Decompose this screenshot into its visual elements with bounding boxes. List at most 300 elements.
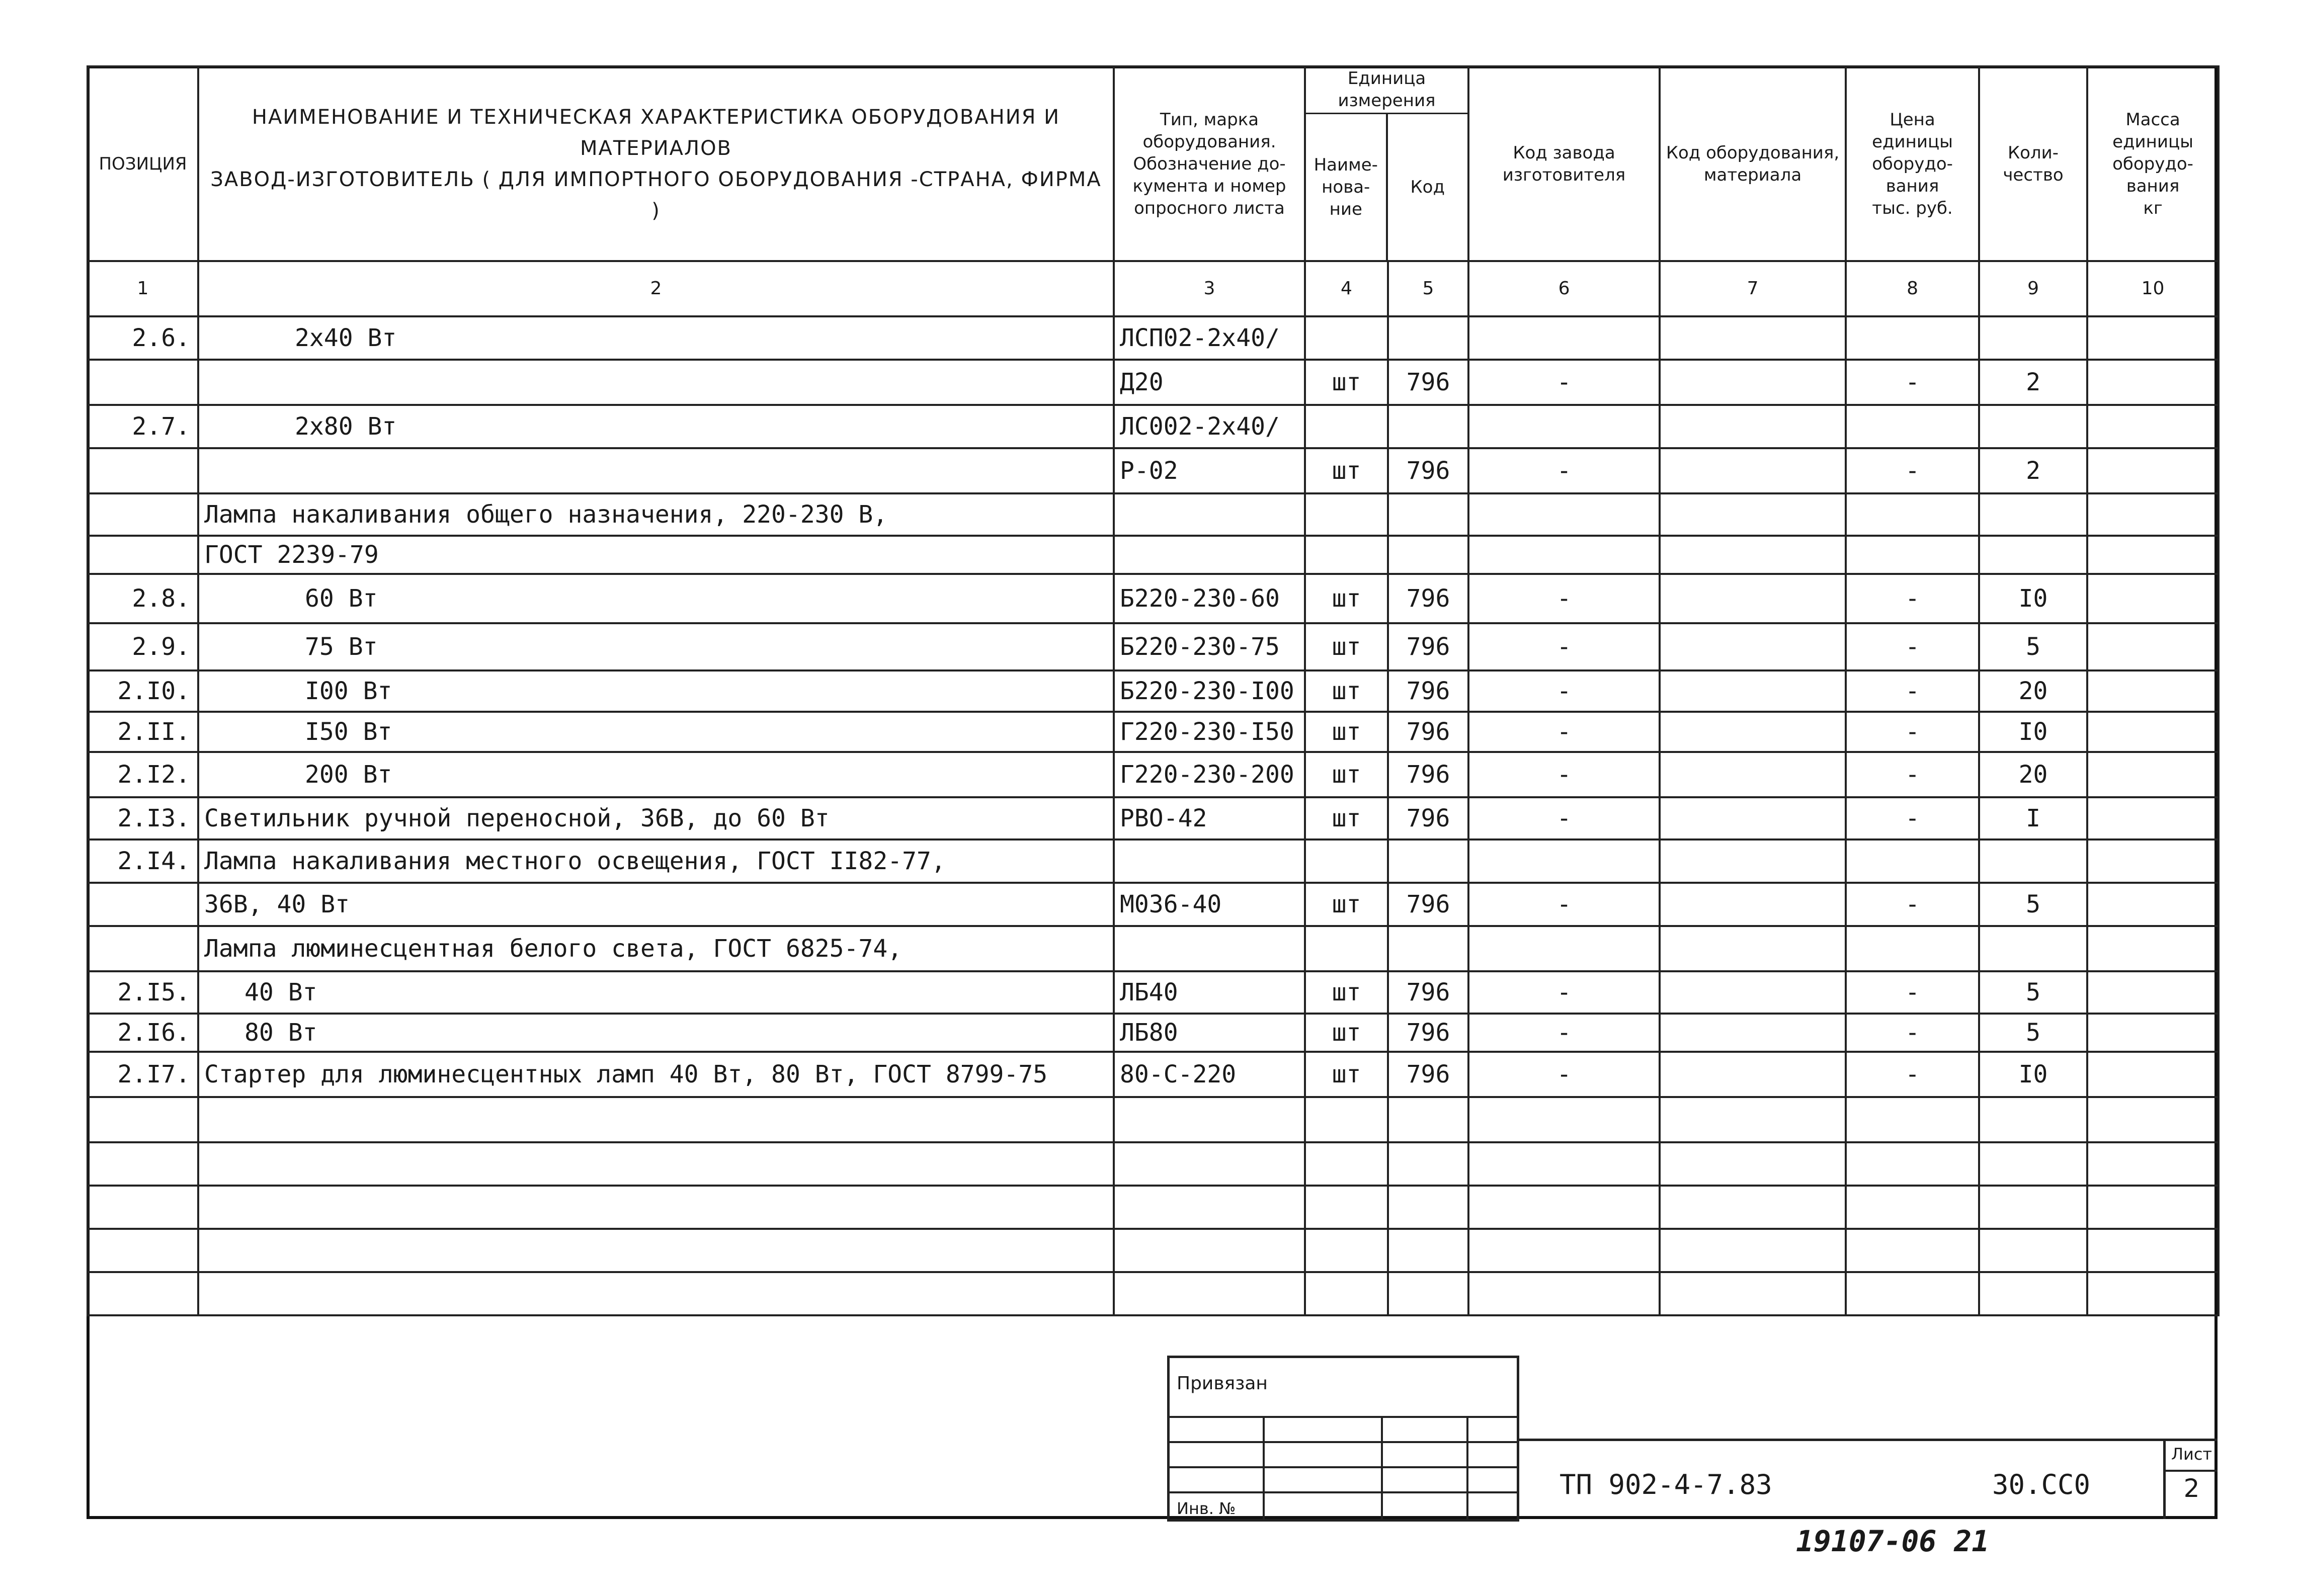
unit-cell xyxy=(1305,926,1388,971)
empty-cell xyxy=(1388,1272,1468,1315)
equipment-code-cell xyxy=(1660,883,1846,926)
equipment-code-cell xyxy=(1660,493,1846,536)
equipment-code-cell xyxy=(1660,405,1846,448)
inventory-number: 19107-06 21 xyxy=(1796,1524,1990,1558)
type-cell xyxy=(1114,536,1305,574)
binding-stamp xyxy=(1167,1356,1519,1522)
empty-cell xyxy=(1388,1097,1468,1142)
empty-cell xyxy=(88,1229,198,1272)
empty-cell xyxy=(1846,1142,1979,1186)
price-cell xyxy=(1846,405,1979,448)
name-cell: I00 Вт xyxy=(198,670,1114,712)
unit-code-cell: 796 xyxy=(1388,574,1468,623)
mass-cell xyxy=(2087,405,2219,448)
maker-code-cell: - xyxy=(1468,448,1660,493)
empty-cell xyxy=(1846,1229,1979,1272)
equipment-code-cell xyxy=(1660,839,1846,883)
unit-cell xyxy=(1305,493,1388,536)
mass-cell xyxy=(2087,670,2219,712)
empty-row xyxy=(88,1097,2219,1142)
unit-code-cell xyxy=(1388,405,1468,448)
position-cell xyxy=(88,493,198,536)
unit-code-cell: 796 xyxy=(1388,448,1468,493)
stamp-line xyxy=(1170,1416,1517,1418)
name-cell: 36В, 40 Вт xyxy=(198,883,1114,926)
stamp-line xyxy=(1466,1416,1468,1519)
empty-cell xyxy=(1468,1272,1660,1315)
empty-cell xyxy=(2087,1229,2219,1272)
empty-cell xyxy=(2087,1142,2219,1186)
empty-cell xyxy=(88,1272,198,1315)
unit-cell xyxy=(1305,839,1388,883)
position-cell xyxy=(88,883,198,926)
price-cell xyxy=(1846,316,1979,360)
stamp-line xyxy=(1170,1491,1517,1493)
empty-cell xyxy=(1114,1097,1305,1142)
header-unit-code: Код xyxy=(1410,177,1445,197)
price-cell xyxy=(1846,926,1979,971)
name-cell xyxy=(198,360,1114,405)
type-cell: М036-40 xyxy=(1114,883,1305,926)
mass-cell xyxy=(2087,1014,2219,1052)
position-cell xyxy=(88,536,198,574)
empty-cell xyxy=(1114,1229,1305,1272)
empty-cell xyxy=(1468,1142,1660,1186)
header-row xyxy=(88,66,2219,261)
type-cell: Г220-230-I50 xyxy=(1114,712,1305,752)
unit-code-cell xyxy=(1388,536,1468,574)
equipment-code-cell xyxy=(1660,448,1846,493)
quantity-cell: 2 xyxy=(1979,448,2087,493)
mass-cell xyxy=(2087,712,2219,752)
mass-cell xyxy=(2087,574,2219,623)
sheet-label: Лист xyxy=(2166,1439,2218,1472)
type-cell: ЛБ40 xyxy=(1114,971,1305,1014)
maker-code-cell: - xyxy=(1468,670,1660,712)
empty-cell xyxy=(1979,1229,2087,1272)
type-cell: Б220-230-60 xyxy=(1114,574,1305,623)
type-cell xyxy=(1114,839,1305,883)
name-cell: Лампа накаливания общего назначения, 220-230 В, xyxy=(198,493,1114,536)
price-cell: - xyxy=(1846,971,1979,1014)
quantity-cell: I0 xyxy=(1979,1052,2087,1097)
unit-cell: шт xyxy=(1305,752,1388,797)
unit-code-cell xyxy=(1388,493,1468,536)
empty-cell xyxy=(1388,1142,1468,1186)
quantity-cell: I0 xyxy=(1979,574,2087,623)
quantity-cell xyxy=(1979,316,2087,360)
equipment-code-cell xyxy=(1660,971,1846,1014)
name-cell: 80 Вт xyxy=(198,1014,1114,1052)
type-cell: ЛСП02-2х40/ xyxy=(1114,316,1305,360)
maker-code-cell: - xyxy=(1468,623,1660,670)
table-row xyxy=(88,670,2219,712)
stamp-line xyxy=(1170,1466,1517,1468)
mass-cell xyxy=(2087,536,2219,574)
table-row xyxy=(88,574,2219,623)
table-row xyxy=(88,839,2219,883)
maker-code-cell: - xyxy=(1468,752,1660,797)
table-row xyxy=(88,405,2219,448)
equipment-code-cell xyxy=(1660,316,1846,360)
unit-cell: шт xyxy=(1305,971,1388,1014)
column-number: 7 xyxy=(1660,261,1846,316)
empty-cell xyxy=(1468,1229,1660,1272)
empty-cell xyxy=(1468,1186,1660,1229)
header-position: ПОЗИЦИЯ xyxy=(88,66,198,261)
position-cell: 2.I5. xyxy=(88,971,198,1014)
stamp-bound-label: Привязан xyxy=(1177,1373,1268,1394)
quantity-cell: 20 xyxy=(1979,670,2087,712)
equipment-code-cell xyxy=(1660,360,1846,405)
unit-cell: шт xyxy=(1305,883,1388,926)
equipment-code-cell xyxy=(1660,712,1846,752)
empty-cell xyxy=(1305,1229,1388,1272)
empty-cell xyxy=(1846,1097,1979,1142)
position-cell: 2.8. xyxy=(88,574,198,623)
name-cell xyxy=(198,448,1114,493)
unit-code-cell: 796 xyxy=(1388,712,1468,752)
table-body xyxy=(88,316,2219,1315)
price-cell xyxy=(1846,839,1979,883)
table-row xyxy=(88,712,2219,752)
unit-code-cell xyxy=(1388,926,1468,971)
type-cell: РВО-42 xyxy=(1114,797,1305,839)
quantity-cell: I0 xyxy=(1979,712,2087,752)
quantity-cell: 5 xyxy=(1979,1014,2087,1052)
table-row xyxy=(88,623,2219,670)
position-cell: 2.9. xyxy=(88,623,198,670)
unit-cell: шт xyxy=(1305,1014,1388,1052)
maker-code-cell: - xyxy=(1468,574,1660,623)
mass-cell xyxy=(2087,926,2219,971)
mass-cell xyxy=(2087,623,2219,670)
empty-cell xyxy=(198,1272,1114,1315)
header-unit-name: Наиме- нова- ние xyxy=(1306,114,1388,260)
quantity-cell xyxy=(1979,536,2087,574)
equipment-code-cell xyxy=(1660,1014,1846,1052)
stamp-line xyxy=(1381,1416,1383,1519)
unit-cell xyxy=(1305,536,1388,574)
header-mass-unit: кг xyxy=(2143,198,2163,218)
empty-cell xyxy=(1846,1272,1979,1315)
mass-cell xyxy=(2087,1052,2219,1097)
empty-cell xyxy=(1979,1142,2087,1186)
empty-row xyxy=(88,1229,2219,1272)
header-name xyxy=(198,66,1114,261)
position-cell xyxy=(88,926,198,971)
mass-cell xyxy=(2087,448,2219,493)
quantity-cell: 2 xyxy=(1979,360,2087,405)
header-mass xyxy=(2087,66,2219,261)
header-unit-group xyxy=(1305,66,1468,261)
empty-cell xyxy=(1660,1229,1846,1272)
quantity-cell: I xyxy=(1979,797,2087,839)
document-number: ТП 902-4-7.83 xyxy=(1560,1469,1772,1500)
table-row xyxy=(88,360,2219,405)
column-number: 6 xyxy=(1468,261,1660,316)
unit-code-cell: 796 xyxy=(1388,1052,1468,1097)
type-cell: ЛС002-2х40/ xyxy=(1114,405,1305,448)
unit-cell: шт xyxy=(1305,1052,1388,1097)
header-maker-code: Код завода изготовителя xyxy=(1468,66,1660,261)
unit-code-cell: 796 xyxy=(1388,971,1468,1014)
equipment-code-cell xyxy=(1660,574,1846,623)
quantity-cell xyxy=(1979,493,2087,536)
unit-cell: шт xyxy=(1305,623,1388,670)
empty-cell xyxy=(88,1186,198,1229)
unit-cell: шт xyxy=(1305,574,1388,623)
price-cell: - xyxy=(1846,883,1979,926)
price-cell: - xyxy=(1846,797,1979,839)
unit-code-cell: 796 xyxy=(1388,623,1468,670)
maker-code-cell xyxy=(1468,405,1660,448)
column-number: 8 xyxy=(1846,261,1979,316)
position-cell: 2.I2. xyxy=(88,752,198,797)
quantity-cell xyxy=(1979,926,2087,971)
empty-cell xyxy=(1305,1142,1388,1186)
unit-cell: шт xyxy=(1305,448,1388,493)
empty-cell xyxy=(1979,1272,2087,1315)
empty-cell xyxy=(198,1097,1114,1142)
position-cell: 2.I0. xyxy=(88,670,198,712)
table-row xyxy=(88,536,2219,574)
price-cell: - xyxy=(1846,448,1979,493)
empty-cell xyxy=(1660,1097,1846,1142)
empty-cell xyxy=(1305,1097,1388,1142)
stamp-line xyxy=(1263,1416,1265,1519)
maker-code-cell xyxy=(1468,316,1660,360)
position-cell xyxy=(88,360,198,405)
name-cell: Лампа люминесцентная белого света, ГОСТ 6825-74, xyxy=(198,926,1114,971)
empty-row xyxy=(88,1186,2219,1229)
table-row xyxy=(88,316,2219,360)
maker-code-cell: - xyxy=(1468,712,1660,752)
mass-cell xyxy=(2087,883,2219,926)
maker-code-cell xyxy=(1468,493,1660,536)
equipment-code-cell xyxy=(1660,1052,1846,1097)
table-row xyxy=(88,797,2219,839)
empty-cell xyxy=(198,1229,1114,1272)
mass-cell xyxy=(2087,752,2219,797)
mass-cell xyxy=(2087,839,2219,883)
unit-cell: шт xyxy=(1305,797,1388,839)
unit-code-cell: 796 xyxy=(1388,752,1468,797)
name-cell: I50 Вт xyxy=(198,712,1114,752)
position-cell: 2.I3. xyxy=(88,797,198,839)
name-cell: 2х80 Вт xyxy=(198,405,1114,448)
column-number: 5 xyxy=(1388,261,1468,316)
empty-cell xyxy=(198,1142,1114,1186)
equipment-code-cell xyxy=(1660,536,1846,574)
price-cell xyxy=(1846,536,1979,574)
empty-cell xyxy=(1979,1097,2087,1142)
sheet-number: 2 xyxy=(2183,1474,2200,1503)
title-block-line xyxy=(1519,1439,2218,1441)
maker-code-cell: - xyxy=(1468,797,1660,839)
mass-cell xyxy=(2087,797,2219,839)
name-cell: Стартер для люминесцентных ламп 40 Вт, 80 Вт, ГОСТ 8799-75 xyxy=(198,1052,1114,1097)
mass-cell xyxy=(2087,493,2219,536)
type-cell: Б220-230-I00 xyxy=(1114,670,1305,712)
header-unit-title: Единица измерения xyxy=(1306,67,1467,114)
quantity-cell: 5 xyxy=(1979,623,2087,670)
name-cell: 60 Вт xyxy=(198,574,1114,623)
name-cell: 75 Вт xyxy=(198,623,1114,670)
maker-code-cell xyxy=(1468,926,1660,971)
name-cell: 40 Вт xyxy=(198,971,1114,1014)
column-number-row xyxy=(88,261,2219,316)
quantity-cell xyxy=(1979,839,2087,883)
equipment-code-cell xyxy=(1660,623,1846,670)
unit-cell xyxy=(1305,316,1388,360)
equipment-code-cell xyxy=(1660,752,1846,797)
empty-cell xyxy=(1846,1186,1979,1229)
sheet-code: 30.СС0 xyxy=(1992,1469,2091,1500)
empty-cell xyxy=(1388,1186,1468,1229)
price-cell: - xyxy=(1846,574,1979,623)
unit-cell xyxy=(1305,405,1388,448)
price-cell: - xyxy=(1846,623,1979,670)
empty-row xyxy=(88,1272,2219,1315)
column-number: 9 xyxy=(1979,261,2087,316)
mass-cell xyxy=(2087,971,2219,1014)
empty-cell xyxy=(198,1186,1114,1229)
unit-cell: шт xyxy=(1305,712,1388,752)
price-cell: - xyxy=(1846,1052,1979,1097)
equipment-code-cell xyxy=(1660,670,1846,712)
table-row xyxy=(88,971,2219,1014)
name-cell: ГОСТ 2239-79 xyxy=(198,536,1114,574)
maker-code-cell: - xyxy=(1468,1052,1660,1097)
equipment-code-cell xyxy=(1660,797,1846,839)
header-price xyxy=(1846,66,1979,261)
maker-code-cell: - xyxy=(1468,883,1660,926)
type-cell: Г220-230-200 xyxy=(1114,752,1305,797)
price-cell: - xyxy=(1846,360,1979,405)
header-price-unit: тыс. руб. xyxy=(1872,198,1953,218)
name-cell: 2х40 Вт xyxy=(198,316,1114,360)
price-cell: - xyxy=(1846,670,1979,712)
column-number: 10 xyxy=(2087,261,2219,316)
type-cell xyxy=(1114,926,1305,971)
empty-cell xyxy=(88,1097,198,1142)
empty-cell xyxy=(1114,1272,1305,1315)
empty-cell xyxy=(2087,1186,2219,1229)
unit-code-cell xyxy=(1388,316,1468,360)
table-row xyxy=(88,752,2219,797)
empty-cell xyxy=(1979,1186,2087,1229)
price-cell xyxy=(1846,493,1979,536)
unit-code-cell: 796 xyxy=(1388,360,1468,405)
unit-code-cell: 796 xyxy=(1388,797,1468,839)
table-row xyxy=(88,448,2219,493)
position-cell: 2.I6. xyxy=(88,1014,198,1052)
maker-code-cell: - xyxy=(1468,971,1660,1014)
quantity-cell xyxy=(1979,405,2087,448)
empty-cell xyxy=(1305,1186,1388,1229)
position-cell xyxy=(88,448,198,493)
empty-cell xyxy=(1660,1142,1846,1186)
maker-code-cell: - xyxy=(1468,1014,1660,1052)
position-cell: 2.7. xyxy=(88,405,198,448)
table-row xyxy=(88,493,2219,536)
header-name-line1: НАИМЕНОВАНИЕ И ТЕХНИЧЕСКАЯ ХАРАКТЕРИСТИКА ОБОРУДОВАНИЯ И МАТЕРИАЛОВ xyxy=(252,105,1060,160)
unit-code-cell xyxy=(1388,839,1468,883)
header-quantity: Коли- чество xyxy=(1979,66,2087,261)
type-cell: Б220-230-75 xyxy=(1114,623,1305,670)
empty-cell xyxy=(1114,1186,1305,1229)
equipment-code-cell xyxy=(1660,926,1846,971)
empty-cell xyxy=(1114,1142,1305,1186)
price-cell: - xyxy=(1846,752,1979,797)
column-number: 1 xyxy=(88,261,198,316)
empty-cell xyxy=(1660,1272,1846,1315)
name-cell: Лампа накаливания местного освещения, ГОСТ II82-77, xyxy=(198,839,1114,883)
sheet-box xyxy=(2163,1439,2218,1519)
empty-cell xyxy=(88,1142,198,1186)
type-cell: Д20 xyxy=(1114,360,1305,405)
position-cell: 2.II. xyxy=(88,712,198,752)
type-cell: ЛБ80 xyxy=(1114,1014,1305,1052)
header-mass-label: Масса единицы оборудо- вания xyxy=(2112,109,2193,196)
name-cell: 200 Вт xyxy=(198,752,1114,797)
type-cell: 80-С-220 xyxy=(1114,1052,1305,1097)
column-number: 3 xyxy=(1114,261,1305,316)
header-equipment-code: Код оборудования, материала xyxy=(1660,66,1846,261)
table-row xyxy=(88,926,2219,971)
column-number: 2 xyxy=(198,261,1114,316)
position-cell: 2.I4. xyxy=(88,839,198,883)
empty-cell xyxy=(1388,1229,1468,1272)
mass-cell xyxy=(2087,360,2219,405)
mass-cell xyxy=(2087,316,2219,360)
position-cell: 2.6. xyxy=(88,316,198,360)
empty-cell xyxy=(1660,1186,1846,1229)
quantity-cell: 20 xyxy=(1979,752,2087,797)
empty-cell xyxy=(2087,1272,2219,1315)
unit-code-cell: 796 xyxy=(1388,670,1468,712)
price-cell: - xyxy=(1846,1014,1979,1052)
maker-code-cell: - xyxy=(1468,360,1660,405)
table-row xyxy=(88,883,2219,926)
table-row xyxy=(88,1052,2219,1097)
maker-code-cell xyxy=(1468,536,1660,574)
name-cell: Светильник ручной переносной, 36В, до 60 Вт xyxy=(198,797,1114,839)
specification-table xyxy=(87,65,2220,1316)
quantity-cell: 5 xyxy=(1979,883,2087,926)
position-cell: 2.I7. xyxy=(88,1052,198,1097)
maker-code-cell xyxy=(1468,839,1660,883)
unit-cell: шт xyxy=(1305,360,1388,405)
empty-cell xyxy=(2087,1097,2219,1142)
unit-cell: шт xyxy=(1305,670,1388,712)
unit-code-cell: 796 xyxy=(1388,883,1468,926)
type-cell xyxy=(1114,493,1305,536)
empty-cell xyxy=(1305,1272,1388,1315)
empty-cell xyxy=(1468,1097,1660,1142)
unit-code-cell: 796 xyxy=(1388,1014,1468,1052)
quantity-cell: 5 xyxy=(1979,971,2087,1014)
stamp-line xyxy=(1170,1441,1517,1443)
stamp-inventory-label: Инв. № xyxy=(1177,1499,1236,1518)
price-cell: - xyxy=(1846,712,1979,752)
type-cell: Р-02 xyxy=(1114,448,1305,493)
column-number: 4 xyxy=(1305,261,1388,316)
table-row xyxy=(88,1014,2219,1052)
header-type: Тип, марка оборудования. Обозначение до- кумента и номер опросного листа xyxy=(1114,66,1305,261)
header-price-label: Цена единицы оборудо- вания xyxy=(1872,109,1953,196)
